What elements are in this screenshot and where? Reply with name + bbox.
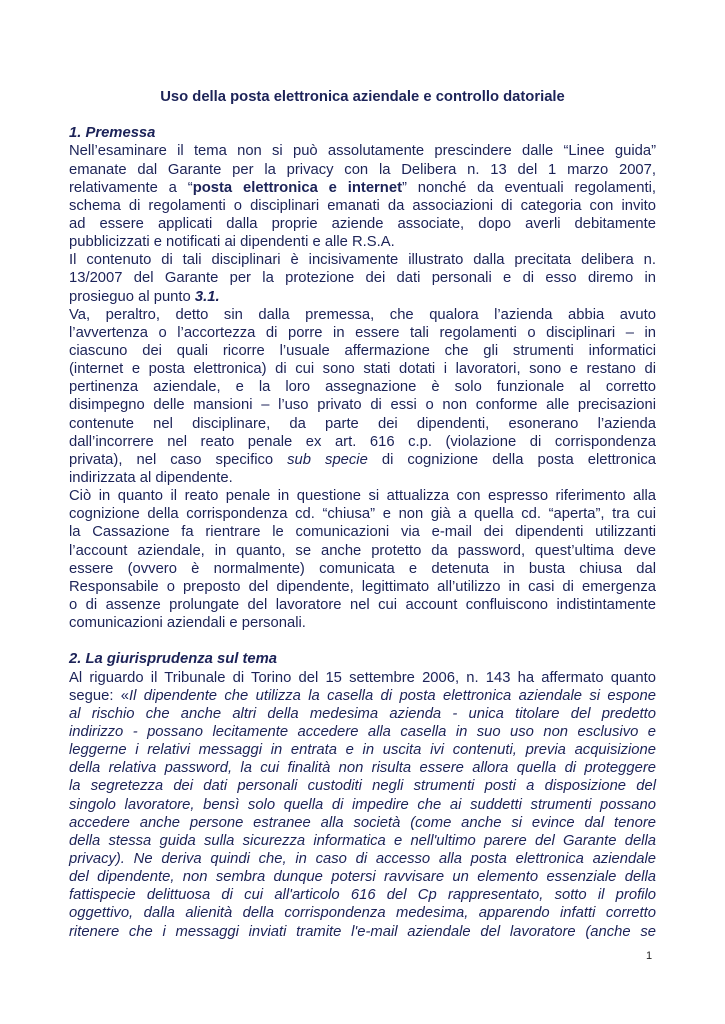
text-line <box>69 142 656 160</box>
italic-text: della relativa password, la cui finalità non risulta essere allora quella di proteggere <box>69 760 656 777</box>
paragraph <box>69 142 656 251</box>
italic-text: la segretezza dei dati personali custoditi negli strumenti posti a disposizione del <box>69 778 656 795</box>
text-line <box>69 324 656 342</box>
paragraph <box>69 251 656 305</box>
italic-text: del dipendente, non sembra dunque potersi ravvisare un elemento essenziale della <box>69 869 656 886</box>
text-run: emanate dal Garante per la privacy con la Delibera n. 13 del 1 marzo 2007, <box>69 161 656 178</box>
text-run: disimpegno delle mansioni – l’uso privato di essi o non conforme alle precisazioni <box>69 397 656 414</box>
text-run: Nell’esaminare il tema non si può assolutamente prescindere dalle “Linee guida” <box>69 143 656 160</box>
text-run: la Cassazione fa rientrare le comunicazioni via e-mail dei dipendenti utilizzanti <box>69 524 656 541</box>
text-run: Ciò in quanto il reato penale in questione si attualizza con espresso riferimento alla <box>69 488 656 505</box>
text-run: essere (ovvero è normalmente) comunicata e detenuta in busta chiusa dal <box>69 560 656 577</box>
text-line <box>69 396 656 414</box>
text-run: prosieguo al punto <box>69 288 195 305</box>
text-line <box>69 723 656 741</box>
text-line <box>69 415 656 433</box>
text-line <box>69 288 656 306</box>
text-line <box>69 161 656 179</box>
text-line <box>69 505 656 523</box>
text-line <box>69 451 656 469</box>
text-run: pubblicizzati e notificati ai dipendenti e alle R.S.A. <box>69 234 395 251</box>
bold-text: posta elettronica e internet <box>192 179 403 196</box>
text-line <box>69 197 656 215</box>
text-line <box>69 687 656 705</box>
text-run: indirizzata al dipendente. <box>69 469 233 486</box>
text-line <box>69 233 656 251</box>
text-run: dall’incorrere nel reato penale ex art. 616 c.p. (violazione di corrispondenza <box>69 433 656 450</box>
text-run: Il contenuto di tali disciplinari è incisivamente illustrato dalla precitata delibera n. <box>69 252 656 269</box>
italic-text: indirizzo - possano lecitamente accedere alla casella in suo uso non esclusivo e <box>69 723 656 740</box>
italic-text: sub specie <box>287 451 368 468</box>
text-line <box>69 705 656 723</box>
text-line <box>69 179 656 197</box>
text-line <box>69 669 656 687</box>
text-line <box>69 741 656 759</box>
text-run: schema di regolamenti o disciplinari emanati da associazioni di categoria con invito <box>69 197 656 214</box>
italic-text: della stessa guida sulla sicurezza informatica e nell'ultimo parere del Garante della <box>69 832 656 849</box>
page-number: 1 <box>646 950 653 962</box>
section-heading: 2. La giurisprudenza sul tema <box>69 651 278 668</box>
text-line <box>69 560 656 578</box>
section-heading: 1. Premessa <box>69 125 156 142</box>
text-line <box>69 360 656 378</box>
paragraph <box>69 669 656 941</box>
text-line <box>69 469 656 487</box>
text-line <box>69 596 656 614</box>
italic-text: accedere anche persone estranee alla società (come anche si evince dal tenore <box>69 814 656 831</box>
text-run: di cognizione della posta elettronica <box>367 451 656 468</box>
text-line <box>69 542 656 560</box>
paragraph <box>69 306 656 487</box>
text-line <box>69 832 656 850</box>
text-line <box>69 251 656 269</box>
italic-text: fattispecie delittuosa di cui all'articolo 616 del Cp rappresentato, sotto il profilo <box>69 887 656 904</box>
text-line <box>69 904 656 922</box>
italic-text: oggettivo, dalla alienità della corrispondenza medesima, apparendo infatti corretto <box>69 905 656 922</box>
italic-text: privacy). Ne deriva quindi che, in caso di accesso alla posta elettronica aziendale <box>69 850 656 867</box>
text-run: ” nonché da eventuali regolamenti, <box>402 179 656 196</box>
text-run: contenute nel disciplinare, da parte dei dipendenti, esonerano l’azienda <box>69 415 656 432</box>
text-line <box>69 814 656 832</box>
text-line <box>69 306 656 324</box>
blank-line <box>69 106 656 124</box>
text-run: pertinenza aziendale, e la loro assegnazione è solo funzionale al corretto <box>69 379 656 396</box>
text-run: segue: « <box>69 687 130 704</box>
text-line <box>69 378 656 396</box>
text-run: Al riguardo il Tribunale di Torino del 15 settembre 2006, n. 143 ha affermato quanto <box>69 669 656 686</box>
italic-text: ritenere che i messaggi inviati tramite l'e-mail aziendale del lavoratore (anche se <box>69 923 656 940</box>
text-line <box>69 923 656 941</box>
text-line <box>69 342 656 360</box>
text-line <box>69 487 656 505</box>
text-run: Responsabile o preposto del dipendente, legittimato all’utilizzo in casi di emergenza <box>69 578 656 595</box>
text-line <box>69 759 656 777</box>
document-body <box>69 124 656 940</box>
text-line <box>69 523 656 541</box>
italic-text: leggerne i relativi messaggi in entrata e in uscita ivi contenuti, previa acquisizione <box>69 742 656 759</box>
text-line <box>69 614 656 632</box>
text-run: l’account aziendale, in quanto, se anche protetto da password, quest’ultima deve <box>69 542 656 559</box>
text-line <box>69 796 656 814</box>
text-line <box>69 777 656 795</box>
document-page <box>69 88 656 941</box>
bold-italic-text: 3.1. <box>194 288 220 305</box>
text-run: cognizione della corrispondenza cd. “chiusa” e non già a quella cd. “aperta”, tra cui <box>69 506 656 523</box>
document-title: Uso della posta elettronica aziendale e controllo datoriale <box>160 89 565 105</box>
text-run: o di assenze prolungate del lavoratore nel cui account confluiscono indistintamente <box>69 596 656 613</box>
text-line <box>69 850 656 868</box>
text-line <box>69 868 656 886</box>
text-run: comunicazioni aziendali e personali. <box>69 615 306 632</box>
text-run: l’avvertenza o l’accortezza di porre in essere tali regolamenti o disciplinari – in <box>69 324 656 341</box>
text-line <box>69 433 656 451</box>
italic-text: singolo lavoratore, bensì solo quella di impedire che ai suddetti strumenti possano <box>69 796 656 813</box>
italic-text: Il dipendente che utilizza la casella di posta elettronica aziendale si espone <box>129 687 656 704</box>
text-line <box>69 886 656 904</box>
text-run: 13/2007 del Garante per la protezione dei dati personali e di esso diremo in <box>69 270 656 287</box>
text-line <box>69 578 656 596</box>
text-run: ciascuno dei quali ricorre l’usuale affermazione che gli strumenti informatici <box>69 343 656 359</box>
text-run: (internet e posta elettronica) di cui sono stati dotati i lavoratori, sono e restano di <box>69 361 656 378</box>
text-run: Va, peraltro, detto sin dalla premessa, che qualora l’azienda abbia avuto <box>69 306 656 323</box>
text-line <box>69 215 656 233</box>
text-run: relativamente a “ <box>69 179 193 196</box>
blank-line <box>69 632 656 650</box>
text-line <box>69 269 656 287</box>
italic-text: al rischio che anche altri della medesima azienda - unica titolare del predetto <box>69 705 656 722</box>
text-run: ad essere applicati dalla proprie aziende associate, dopo averli debitamente <box>69 216 656 233</box>
text-run: privata), nel caso specifico <box>69 451 288 468</box>
paragraph <box>69 487 656 632</box>
